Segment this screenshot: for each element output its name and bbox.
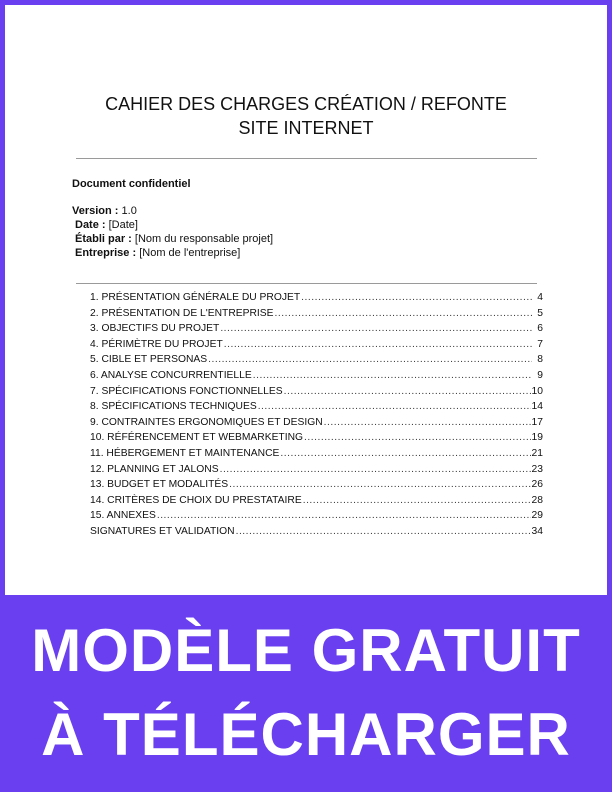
- table-of-contents: [90, 292, 543, 542]
- toc-item-label: 13. BUDGET ET MODALITÉS: [90, 479, 229, 491]
- toc-leader-dots: [236, 526, 531, 537]
- document-title-line1: CAHIER DES CHARGES CRÉATION / REFONTE: [105, 94, 507, 114]
- toc-item-label: SIGNATURES ET VALIDATION: [90, 525, 235, 537]
- toc-item-page: 28: [531, 494, 543, 506]
- toc-item[interactable]: [90, 526, 543, 542]
- toc-item[interactable]: [90, 386, 543, 402]
- toc-item[interactable]: [90, 323, 543, 339]
- toc-item-page: 4: [537, 292, 543, 303]
- toc-item-label: 12. PLANNING ET JALONS: [90, 463, 219, 475]
- toc-leader-dots: [157, 510, 531, 521]
- toc-item-page: 17: [531, 416, 543, 428]
- toc-item[interactable]: [90, 370, 543, 386]
- toc-item-label: 10. RÉFÉRENCEMENT ET WEBMARKETING: [90, 432, 304, 444]
- toc-leader-dots: [220, 464, 531, 475]
- toc-leader-dots: [220, 323, 532, 334]
- toc-item-page: 34: [531, 525, 543, 537]
- toc-item-label: 7. SPÉCIFICATIONS FONCTIONNELLES: [90, 385, 283, 397]
- toc-leader-dots: [253, 370, 532, 381]
- toc-item-page: 29: [531, 510, 543, 522]
- meta-version-value: 1.0: [121, 205, 137, 217]
- meta-author-label: Établi par :: [75, 233, 132, 245]
- meta-version-label: Version :: [72, 205, 119, 217]
- meta-version: [72, 205, 137, 217]
- meta-company-label: Entreprise :: [75, 247, 137, 259]
- banner-line1: MODÈLE GRATUIT: [31, 617, 581, 684]
- document-title: [0, 92, 612, 140]
- toc-leader-dots: [275, 308, 532, 319]
- confidential-label: Document confidentiel: [72, 178, 191, 190]
- toc-item-page: 8: [537, 354, 543, 366]
- toc-item[interactable]: [90, 354, 543, 370]
- toc-item[interactable]: [90, 417, 543, 433]
- toc-item-page: 19: [531, 432, 543, 444]
- banner-line2: À TÉLÉCHARGER: [41, 701, 571, 768]
- toc-item[interactable]: [90, 510, 543, 526]
- divider-top: [76, 158, 537, 159]
- meta-date-label: Date :: [75, 219, 106, 231]
- toc-leader-dots: [258, 401, 531, 412]
- toc-leader-dots: [280, 448, 530, 459]
- toc-item[interactable]: [90, 448, 543, 464]
- meta-date-value: [Date]: [108, 219, 138, 231]
- toc-item-label: 3. OBJECTIFS DU PROJET: [90, 323, 220, 335]
- toc-item-label: 5. CIBLE ET PERSONAS: [90, 354, 208, 366]
- meta-company: [75, 247, 240, 259]
- toc-item-label: 11. HÉBERGEMENT ET MAINTENANCE: [90, 447, 280, 459]
- toc-item-label: 15. ANNEXES: [90, 510, 156, 522]
- toc-item-label: 14. CRITÈRES DE CHOIX DU PRESTATAIRE: [90, 494, 302, 506]
- toc-item-page: 6: [537, 323, 543, 335]
- toc-item-page: 23: [531, 463, 543, 475]
- toc-leader-dots: [208, 354, 532, 365]
- toc-leader-dots: [284, 386, 531, 397]
- toc-item[interactable]: [90, 495, 543, 511]
- toc-item-page: 26: [531, 479, 543, 491]
- toc-item-page: 21: [531, 447, 543, 459]
- toc-item-page: 9: [537, 369, 543, 381]
- toc-item-page: 7: [537, 338, 543, 350]
- toc-leader-dots: [304, 432, 531, 443]
- meta-author: [75, 233, 273, 245]
- download-banner[interactable]: [0, 595, 612, 792]
- meta-author-value: [Nom du responsable projet]: [134, 233, 274, 245]
- toc-item[interactable]: [90, 308, 543, 324]
- meta-date: [75, 219, 138, 231]
- toc-item[interactable]: [90, 464, 543, 480]
- toc-item[interactable]: [90, 479, 543, 495]
- toc-leader-dots: [324, 417, 531, 428]
- toc-leader-dots: [224, 339, 532, 350]
- toc-item-label: 8. SPÉCIFICATIONS TECHNIQUES: [90, 401, 257, 413]
- toc-item-label: 9. CONTRAINTES ERGONOMIQUES ET DESIGN: [90, 416, 323, 428]
- toc-item-page: 5: [537, 307, 543, 319]
- toc-leader-dots: [301, 292, 532, 303]
- toc-leader-dots: [229, 479, 530, 490]
- toc-item-label: 2. PRÉSENTATION DE L'ENTREPRISE: [90, 307, 274, 319]
- document-title-line2: SITE INTERNET: [238, 118, 374, 138]
- toc-item-label: 4. PÉRIMÈTRE DU PROJET: [90, 338, 223, 350]
- toc-item[interactable]: [90, 401, 543, 417]
- toc-item-page: 10: [531, 385, 543, 397]
- toc-item[interactable]: [90, 339, 543, 355]
- toc-item-page: 14: [531, 401, 543, 413]
- toc-leader-dots: [303, 495, 531, 506]
- toc-item-label: 6. ANALYSE CONCURRENTIELLE: [90, 369, 252, 381]
- toc-item[interactable]: [90, 292, 543, 308]
- toc-item[interactable]: [90, 432, 543, 448]
- divider-toc: [76, 283, 537, 284]
- toc-item-label: 1. PRÉSENTATION GÉNÉRALE DU PROJET: [90, 292, 301, 303]
- meta-company-value: [Nom de l'entreprise]: [139, 247, 241, 259]
